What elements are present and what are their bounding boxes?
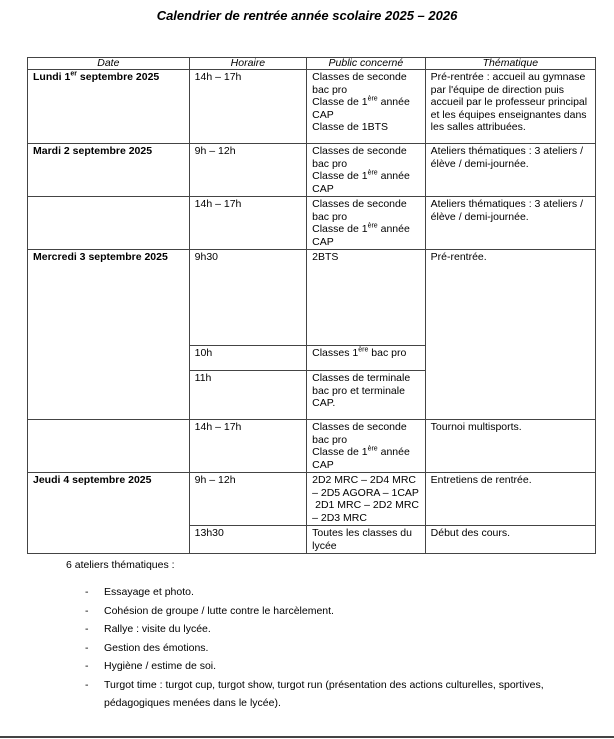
thematique-cell: Tournoi multisports. <box>425 420 595 473</box>
table-row <box>28 197 596 250</box>
list-item: - Essayage et photo. <box>85 583 574 602</box>
list-item: - Turgot time : turgot cup, turgot show, turgot run (présentation des actions culturelles, sportives, pédagogiques menées dans le lycée). <box>85 676 574 713</box>
public-cell: Toutes les classes du lycée <box>307 526 426 554</box>
ateliers-intro: 6 ateliers thématiques : <box>66 559 175 571</box>
horaire-cell: 11h <box>189 371 306 420</box>
public-cell: Classes de seconde bac pro Classe de 1ère année CAP Classe de 1BTS <box>307 70 426 144</box>
thematique-cell: Pré-rentrée : accueil au gymnase par l'équipe de direction puis accueil par le professeur principal et les équipes enseignantes dans les salles attribuées. <box>425 70 595 144</box>
public-cell: Classes de seconde bac pro Classe de 1ère année CAP <box>307 144 426 197</box>
table-row <box>28 473 596 526</box>
day-cell-mardi: Mardi 2 septembre 2025 <box>28 144 190 197</box>
table-header-row <box>28 58 596 70</box>
day-cell-jeudi: Jeudi 4 septembre 2025 <box>28 473 190 554</box>
list-item: - Cohésion de groupe / lutte contre le harcèlement. <box>85 602 574 621</box>
list-item: - Rallye : visite du lycée. <box>85 620 574 639</box>
table-row <box>28 144 596 197</box>
ateliers-list <box>85 583 574 713</box>
horaire-cell: 14h – 17h <box>189 420 306 473</box>
table-row <box>28 420 596 473</box>
page-title: Calendrier de rentrée année scolaire 2025 – 2026 <box>156 8 458 23</box>
thematique-cell: Début des cours. <box>425 526 595 554</box>
header-public: Public concerné <box>307 58 426 70</box>
table-row <box>28 250 596 346</box>
day-cell-empty <box>28 197 190 250</box>
public-cell: Classes de terminale bac pro et terminale CAP. <box>307 371 426 420</box>
day-cell-lundi: Lundi 1er septembre 2025 <box>28 70 190 144</box>
thematique-cell: Entretiens de rentrée. <box>425 473 595 526</box>
header-horaire: Horaire <box>189 58 306 70</box>
list-item: - Hygiène / estime de soi. <box>85 657 574 676</box>
table-row <box>28 70 596 144</box>
thematique-cell: Ateliers thématiques : 3 ateliers / élève / demi-journée. <box>425 144 595 197</box>
day-cell-empty <box>28 420 190 473</box>
page-bottom-border <box>0 736 614 738</box>
header-date: Date <box>28 58 190 70</box>
horaire-cell: 9h30 <box>189 250 306 346</box>
public-cell: 2BTS <box>307 250 426 346</box>
horaire-cell: 9h – 12h <box>189 473 306 526</box>
day-cell-mercredi: Mercredi 3 septembre 2025 <box>28 250 190 420</box>
horaire-cell: 10h <box>189 346 306 371</box>
horaire-cell: 14h – 17h <box>189 197 306 250</box>
public-cell: Classes de seconde bac pro Classe de 1ère année CAP <box>307 420 426 473</box>
horaire-cell: 9h – 12h <box>189 144 306 197</box>
header-thematique: Thématique <box>425 58 595 70</box>
thematique-cell: Ateliers thématiques : 3 ateliers / élève / demi-journée. <box>425 197 595 250</box>
thematique-cell: Pré-rentrée. <box>425 250 595 420</box>
horaire-cell: 13h30 <box>189 526 306 554</box>
list-item: - Gestion des émotions. <box>85 639 574 658</box>
public-cell: Classes 1ère bac pro <box>307 346 426 371</box>
public-cell: 2D2 MRC – 2D4 MRC – 2D5 AGORA – 1CAP 2D1 MRC – 2D2 MRC – 2D3 MRC <box>307 473 426 526</box>
horaire-cell: 14h – 17h <box>189 70 306 144</box>
calendar-table <box>27 57 596 554</box>
public-cell: Classes de seconde bac pro Classe de 1ère année CAP <box>307 197 426 250</box>
